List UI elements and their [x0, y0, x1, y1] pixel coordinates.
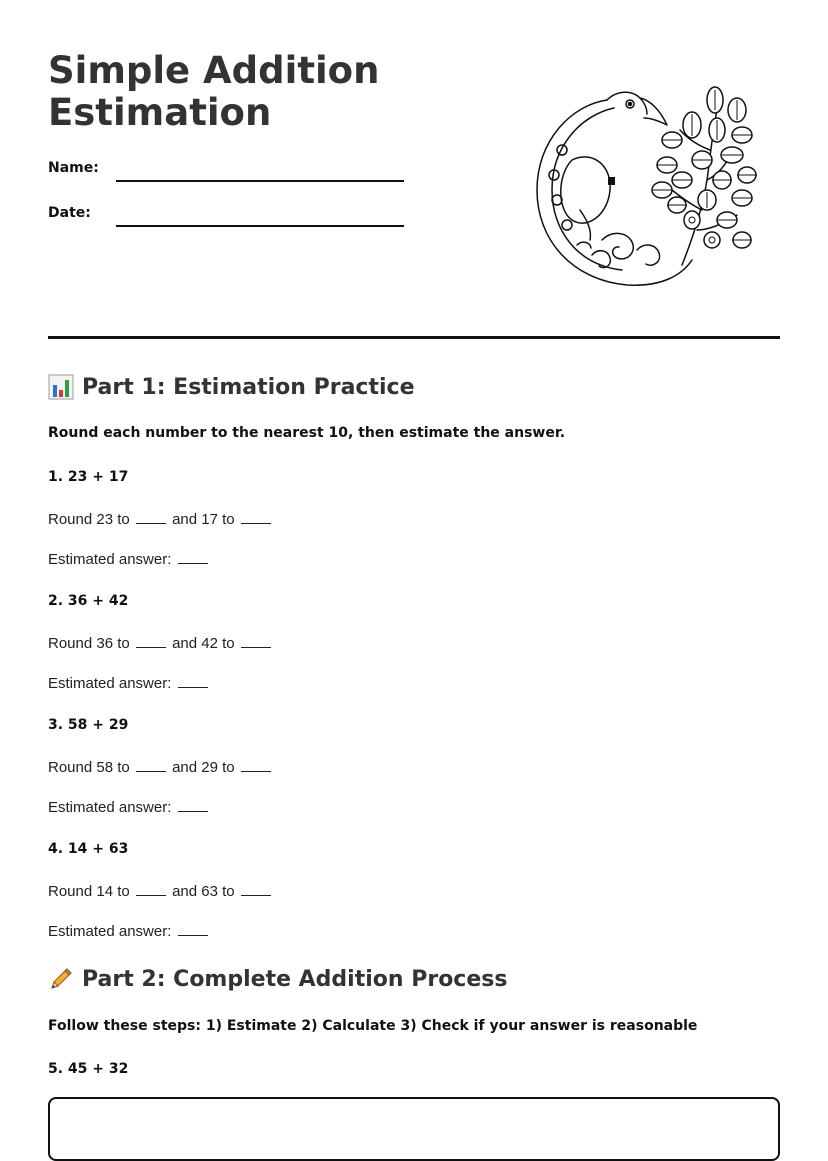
problem-1-estimate-label: Estimated answer:: [48, 551, 172, 568]
problem-1-round-b: and 17 to: [172, 511, 235, 528]
problem-3-blank-a[interactable]: [136, 757, 166, 772]
title-line-2: Estimation: [48, 91, 272, 134]
bar-chart-icon: [48, 374, 74, 400]
problem-1-round-a: Round 23 to: [48, 511, 130, 528]
problem-2-estimate-blank[interactable]: [178, 673, 208, 688]
problem-2-rounding: [48, 633, 273, 652]
problem-3-estimate: [48, 797, 210, 816]
header-divider: [48, 336, 780, 339]
problem-2-blank-b[interactable]: [241, 633, 271, 648]
problem-3-blank-b[interactable]: [241, 757, 271, 772]
problem-1-blank-a[interactable]: [136, 509, 166, 524]
problem-1-estimate-blank[interactable]: [178, 549, 208, 564]
problem-4-blank-a[interactable]: [136, 881, 166, 896]
peacock-illustration: [532, 80, 762, 295]
problem-1-blank-b[interactable]: [241, 509, 271, 524]
problem-3-round-b: and 29 to: [172, 759, 235, 776]
worksheet-page: [48, 0, 780, 1118]
problem-1-estimate: [48, 549, 210, 568]
problem-5-label: 5. 45 + 32: [48, 1061, 129, 1077]
pencil-icon: [48, 966, 74, 992]
problem-4-blank-b[interactable]: [241, 881, 271, 896]
title-line-1: Simple Addition: [48, 49, 380, 92]
part2-instruction: Follow these steps: 1) Estimate 2) Calculate 3) Check if your answer is reasonable: [48, 1018, 698, 1034]
problem-3-estimate-label: Estimated answer:: [48, 799, 172, 816]
problem-2-round-a: Round 36 to: [48, 635, 130, 652]
name-line[interactable]: [116, 180, 404, 182]
part2-heading-text: Part 2: Complete Addition Process: [82, 966, 508, 992]
problem-1-rounding: [48, 509, 273, 528]
problem-1-label: 1. 23 + 17: [48, 469, 129, 485]
part1-heading: [48, 374, 415, 400]
problem-4-rounding: [48, 881, 273, 900]
name-field-row: [48, 160, 408, 184]
date-field-row: [48, 205, 408, 229]
problem-3-label: 3. 58 + 29: [48, 717, 129, 733]
date-line[interactable]: [116, 225, 404, 227]
problem-2-label: 2. 36 + 42: [48, 593, 129, 609]
problem-3-estimate-blank[interactable]: [178, 797, 208, 812]
part2-heading: [48, 966, 507, 992]
problem-3-round-a: Round 58 to: [48, 759, 130, 776]
problem-3-rounding: [48, 757, 273, 776]
worksheet-header: [48, 0, 780, 340]
name-label: Name:: [48, 160, 99, 176]
page-title: [48, 50, 388, 134]
date-label: Date:: [48, 205, 91, 221]
problem-4-round-a: Round 14 to: [48, 883, 130, 900]
problem-4-label: 4. 14 + 63: [48, 841, 129, 857]
problem-2-estimate: [48, 673, 210, 692]
problem-4-estimate-blank[interactable]: [178, 921, 208, 936]
problem-2-blank-a[interactable]: [136, 633, 166, 648]
part1-instruction: Round each number to the nearest 10, then estimate the answer.: [48, 425, 566, 441]
problem-2-round-b: and 42 to: [172, 635, 235, 652]
part1-heading-text: Part 1: Estimation Practice: [82, 374, 415, 400]
problem-2-estimate-label: Estimated answer:: [48, 675, 172, 692]
problem-4-estimate: [48, 921, 210, 940]
problem-4-estimate-label: Estimated answer:: [48, 923, 172, 940]
problem-5-work-box[interactable]: [48, 1097, 780, 1161]
problem-4-round-b: and 63 to: [172, 883, 235, 900]
